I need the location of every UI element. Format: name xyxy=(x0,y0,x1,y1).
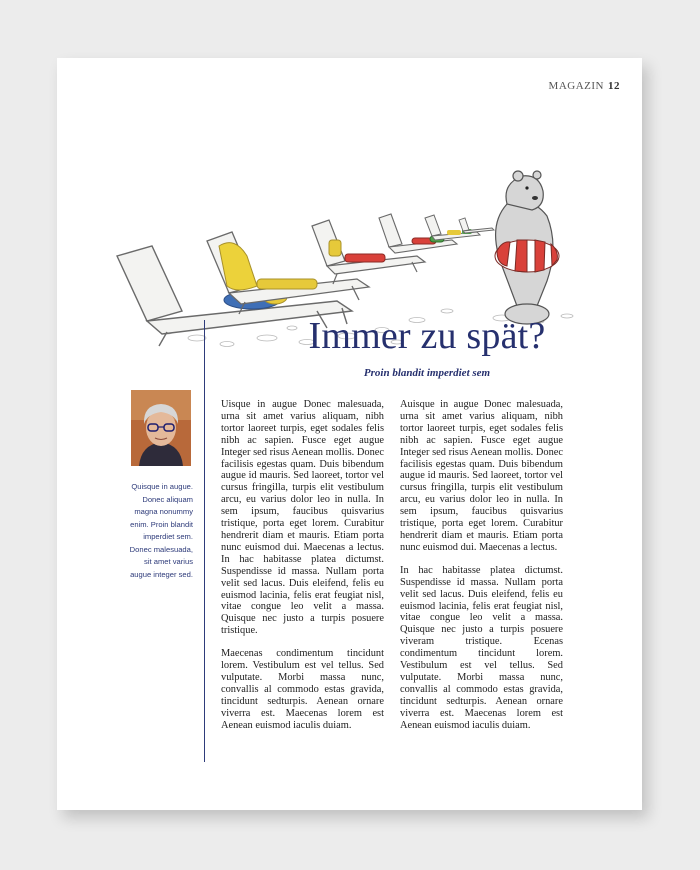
paragraph: Maecenas condimentum tincidunt lorem. Vestibulum est vel tellus. Sed vulputate. Morbi massa nunc, convallis al commodo estas gravida, tincidunt sedturpis. Aenean ornare viverra est. Maecenas lorem est Aenean euismod iaculis duiam. xyxy=(221,648,384,731)
section-label: MAGAZIN xyxy=(548,80,604,92)
page-header xyxy=(549,80,620,92)
paragraph: In hac habitasse platea dictumst. Suspendisse id massa. Nullam porta velit sed lacus. Duis eleifend, felis eu euismod lacinia, felis erat feugiat nisl, vitae congue leo velit a massa. Quisque nec justo a turpis posuere viveram tristique. Ecenas condimentum tincidunt lorem. Vestibulum est vel tellus. Sed vulputate. Morbi massa nunc, convallis al commodo estas gravida, tincidunt sedturpis. Aenean ornare viverra est. Maecenas lorem est Aenean euismod iaculis duiam. xyxy=(400,564,563,731)
text-column-2 xyxy=(400,399,563,742)
column-rule xyxy=(204,320,205,762)
article-subtitle: Proin blandit imperdiet sem xyxy=(363,367,491,379)
sidebar-note: Quisque in augue. Donec aliquam magna nonummy enim. Proin blandit imperdiet sem. Donec malesuada, sit amet varius augue integer sed. xyxy=(129,482,193,579)
page-number: 12 xyxy=(608,80,620,92)
paragraph: Uisque in augue Donec malesuada, urna sit amet varius aliquam, nibh tortor laoreet turpis, eget sodales felis nibh ac sapien. Fusce eget augue Integer sed risus Aenean mollis. Donec facilisis egestas quam. Duis bibendum augue id mauris. Sed laoreet, tortor vel cursus fringilla, turpis elit vestibulum arcu, eu varius dolor leo in nulla. In sem ipsum, faucibus quisvarius tristique, porta eget lorem. Curabitur hendrerit diam et mauris. Etiam porta nunc euismod dui. Maecenas a lectus. In hac habitasse platea dictumst. Suspendisse id massa. Nullam porta velit sed lacus. Duis eleifend, felis eu euismod lacinia, felis erat feugiat nisl, vitae congue leo velit a massa. Quisque nec justo a turpis posuere tristique. xyxy=(221,399,384,637)
magazine-page xyxy=(57,58,642,810)
article-title: Immer zu spät? xyxy=(308,315,546,357)
author-photo xyxy=(131,390,191,466)
paragraph: Auisque in augue Donec malesuada, urna sit amet varius aliquam, nibh tortor laoreet turpis, eget sodales felis nibh ac sapien. Fusce eget augue Integer sed risus Aenean mollis. Donec facilisis egestas quam. Duis bibendum augue id mauris. Sed laoreet, tortor vel cursus fringilla, turpis elit vestibulum arcu, eu varius dolor leo in nulla. In sem ipsum, faucibus quisvarius tristique, porta eget lorem. Curabitur hendrerit diam et mauris. Etiam porta nunc euismod dui. Maecenas a lectus. xyxy=(400,399,563,553)
text-column-1 xyxy=(221,399,384,742)
